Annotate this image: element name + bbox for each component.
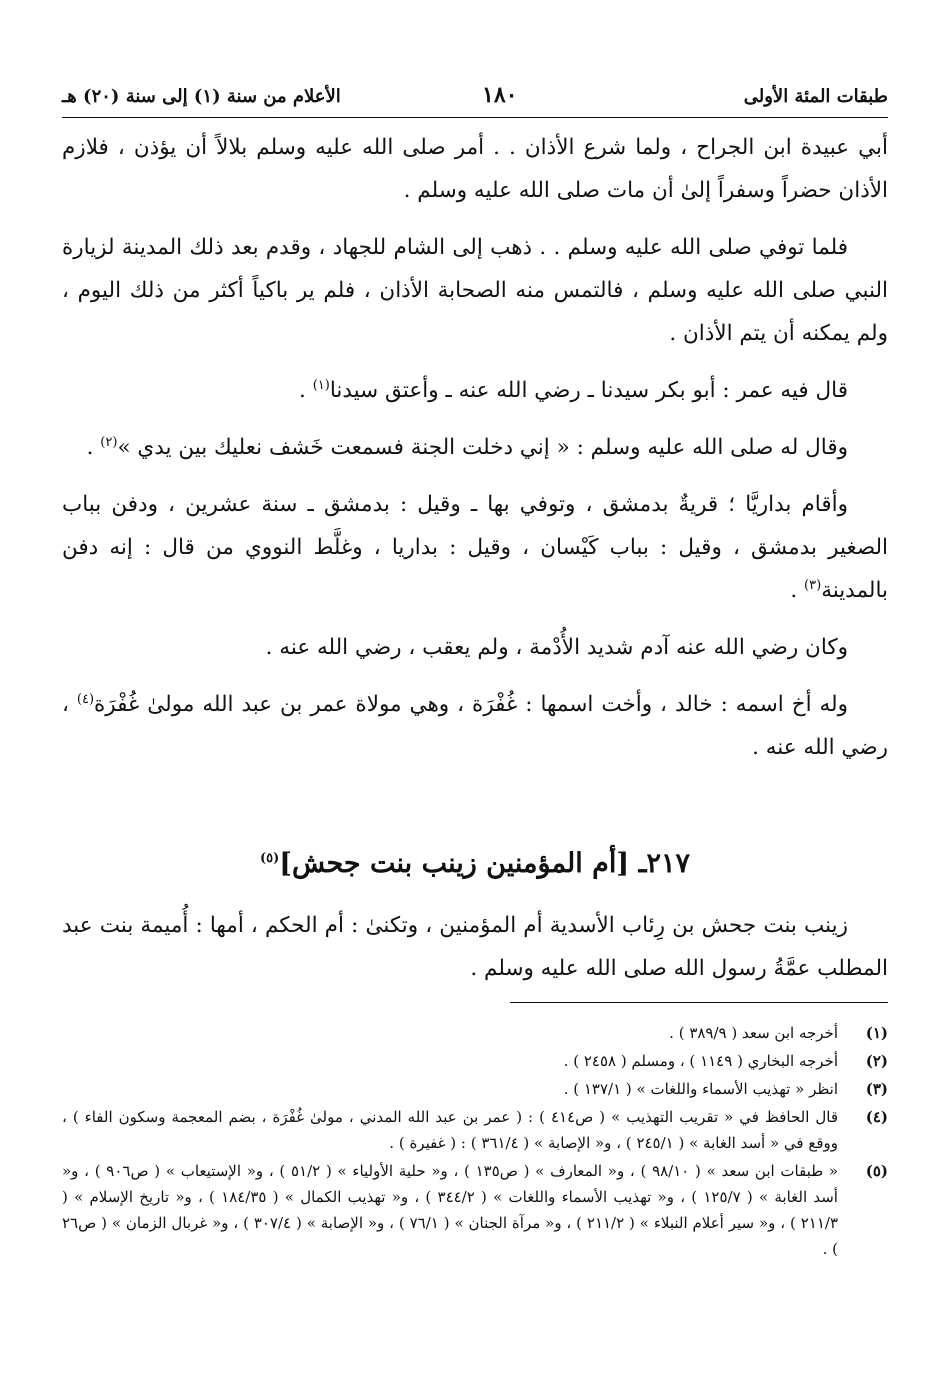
footnote-4: (٤) قال الحافظ في « تقريب التهذيب » ( ص٤١٤ ) : ( عمر بن عبد الله المدني ، مولىٰ غُفْرَة ، بضم المعجمة وسكون الفاء ) ، ووقع في « أسد الغابة » ( ٢٤٥/١ ) ، و« الإصابة » ( ٣٦١/٤ ) : ( غفيرة ) .: [62, 1108, 888, 1152]
header-rule: [62, 117, 888, 118]
footnotes: [62, 1020, 888, 1264]
footnote-1: (١) أخرجه ابن سعد ( ٣٨٩/٩ ) .: [669, 1024, 888, 1042]
footnote-ref-3: (٣): [804, 577, 822, 593]
header-chapter-title: الأعلام من سنة (١) إلى سنة (٢٠) هـ: [62, 86, 341, 107]
footnote-ref-5: (٥): [259, 851, 280, 866]
page-header: [62, 82, 888, 112]
footnote-3: (٣) انظر « تهذيب الأسماء واللغات » ( ١٣٧/١ ) .: [563, 1080, 888, 1098]
page-number: ١٨٠: [482, 82, 518, 108]
paragraph-1: أبي عبيدة ابن الجراح ، ولما شرع الأذان . . أمر صلى الله عليه وسلم بلالاً أن يؤذن ، فلازم الأذان حضراً وسفراً إلىٰ أن مات صلى الله عليه وسلم .: [62, 135, 888, 203]
footnote-2: (٢) أخرجه البخاري ( ١١٤٩ ) ، ومسلم ( ٢٤٥٨ ) .: [563, 1052, 888, 1070]
footnote-ref-2: (٢): [100, 434, 118, 450]
section-heading: ٢١٧ـ [أم المؤمنين زينب بنت جحش]$^{(٥)}$: [259, 848, 690, 879]
footnote-5: (٥) « طبقات ابن سعد » ( ٩٨/١٠ ) ، و« المعارف » ( ص١٣٥ ) ، و« حلية الأولياء » ( ٥١/٢ ) ، و« الإستيعاب » ( ص٩٠٦ ) ، و« أسد الغابة » ( ١٢٥/٧ ) ، و« تهذيب الأسماء واللغات » ( ٣٤٤/٢ ) ، و« تهذيب الكمال » ( ١٨٤/٣٥ ) ، و« تاريخ الإسلام » ( ٢١١/٣ ) ، و« سير أعلام النبلاء » ( ٢١١/٢ ) ، و« مرآة الجنان » ( ٧٦/١ ) ، و« الإصابة » ( ٣٠٧/٤ ) ، و« غربال الزمان » ( ص٢٦ ) .: [62, 1162, 888, 1258]
footnote-ref-1: (١): [312, 377, 330, 393]
paragraph-6: وكان رضي الله عنه آدم شديد الأُدْمة ، ولم يعقب ، رضي الله عنه .: [265, 635, 848, 660]
paragraph-5: وأقام بداريَّا ؛ قريةٌ بدمشق ، وتوفي بها ـ وقيل : بدمشق ـ سنة عشرين ، ودفن بباب الصغير بدمشق ، وقيل : بباب كَيْسان ، وقيل : بداريا ، وغلَّط النووي من قال : إنه دفن بالمدينة$^{(٣)}$ .: [62, 492, 888, 603]
footnote-rule: [510, 1002, 888, 1003]
paragraph-7: وله أخ اسمه : خالد ، وأخت اسمها : غُفْرَة ، وهي مولاة عمر بن عبد الله مولىٰ غُفْرَة$^{(٤)}$ ، رضي الله عنه .: [62, 691, 888, 760]
footnote-ref-4: (٤): [76, 691, 95, 707]
header-book-title: طبقات المئة الأولى: [743, 86, 888, 107]
paragraph-4: وقال له صلى الله عليه وسلم : « إني دخلت الجنة فسمعت خَشف نعليك بين يدي »$^{(٢)}$ .: [86, 434, 848, 460]
paragraph-3: قال فيه عمر : أبو بكر سيدنا ـ رضي الله عنه ـ وأعتق سيدنا$^{(١)}$ .: [299, 377, 848, 403]
paragraph-2: فلما توفي صلى الله عليه وسلم . . ذهب إلى الشام للجهاد ، وقدم بعد ذلك المدينة لزيارة النبي صلى الله عليه وسلم ، فالتمس منه الصحابة الأذان ، فلم ير باكياً أكثر من ذلك اليوم ، ولم يمكنه أن يتم الأذان .: [62, 235, 888, 346]
body-text: [62, 126, 888, 783]
section-text: زينب بنت جحش بن رِئاب الأسدية أم المؤمنين ، وتكنىٰ : أم الحكم ، أمها : أُميمة بنت عبد المطلب عمَّةُ رسول الله صلى الله عليه وسلم .: [62, 913, 888, 981]
